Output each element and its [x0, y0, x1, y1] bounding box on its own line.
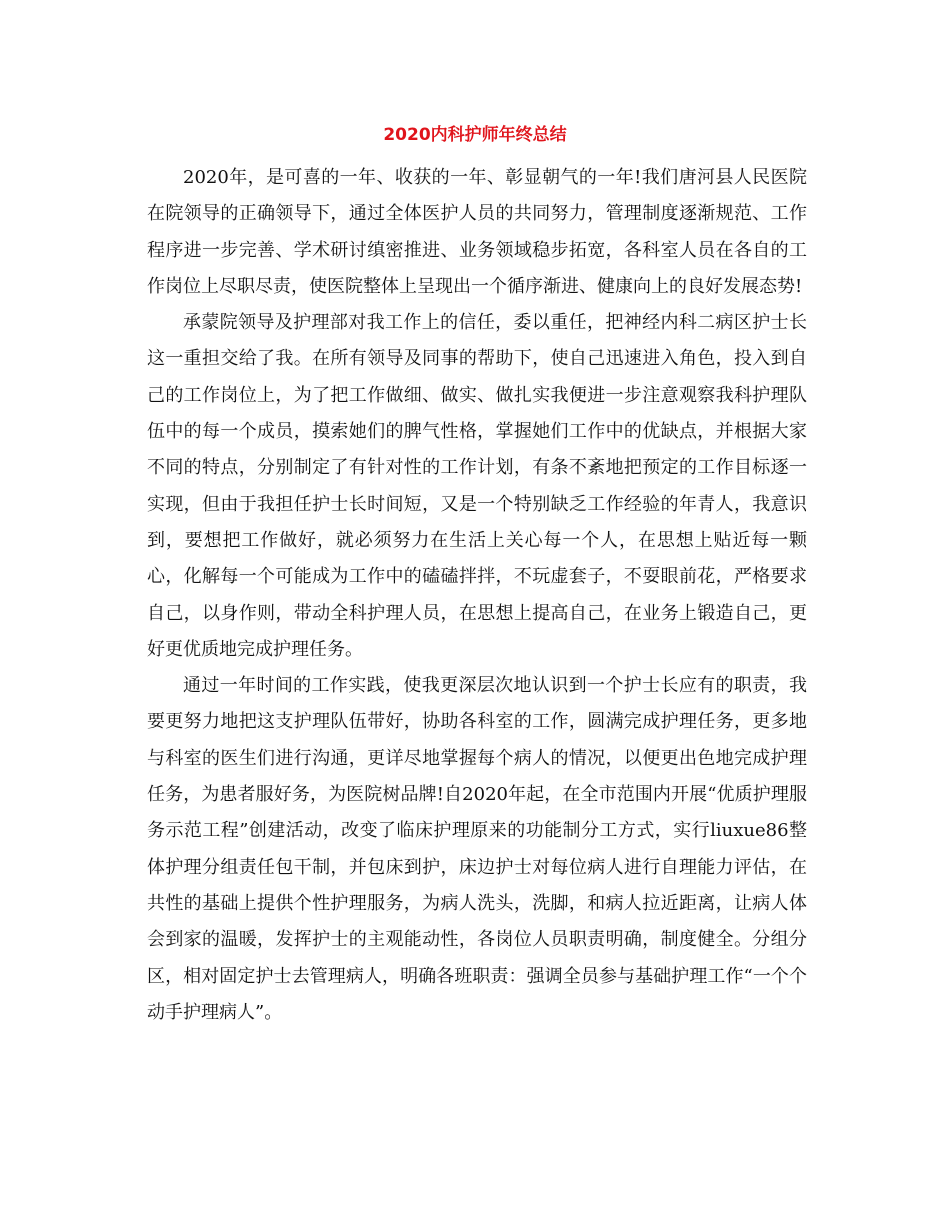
document-title: 2020内科护师年终总结: [383, 125, 567, 145]
paragraph-1: 2020年，是可喜的一年、收获的一年、彰显朝气的一年!我们唐河县人民医院在院领导的正确领导下，通过全体医护人员的共同努力，管理制度逐渐规范、工作程序进一步完善、学术研讨缜密推进、业务领域稳步拓宽，各科室人员在各自的工作岗位上尽职尽责，使医院整体上呈现出一个循序渐进、健康向上的良好发展态势!: [147, 167, 807, 297]
paragraph-2: 承蒙院领导及护理部对我工作上的信任，委以重任，把神经内科二病区护士长这一重担交给了我。在所有领导及同事的帮助下，使自己迅速进入角色，投入到自己的工作岗位上，为了把工作做细、做实、做扎实我便进一步注意观察我科护理队伍中的每一个成员，摸索她们的脾气性格，掌握她们工作中的优缺点，并根据大家不同的特点，分别制定了有针对性的工作计划，有条不紊地把预定的工作目标逐一实现，但由于我担任护士长时间短，又是一个特别缺乏工作经验的年青人，我意识到，要想把工作做好，就必须努力在生活上关心每一个人，在思想上贴近每一颗心，化解每一个可能成为工作中的磕磕拌拌，不玩虚套子，不耍眼前花，严格要求自己，以身作则，带动全科护理人员，在思想上提高自己，在业务上锻造自己，更好更优质地完成护理任务。: [147, 312, 807, 660]
document-body: [147, 160, 807, 1031]
paragraph-3: 通过一年时间的工作实践，使我更深层次地认识到一个护士长应有的职责，我要更努力地把这支护理队伍带好，协助各科室的工作，圆满完成护理任务，更多地与科室的医生们进行沟通，更详尽地掌握每个病人的情况，以便更出色地完成护理任务，为患者服好务，为医院树品牌!自2020年起，在全市范围内开展“优质护理服务示范工程”创建活动，改变了临床护理原来的功能制分工方式，实行liuxue86整体护理分组责任包干制，并包床到护，床边护士对每位病人进行自理能力评估，在共性的基础上提供个性护理服务，为病人洗头，洗脚，和病人拉近距离，让病人体会到家的温暖，发挥护士的主观能动性，各岗位人员职责明确，制度健全。分组分区，相对固定护士去管理病人，明确各班职责：强调全员参与基础护理工作“一个个动手护理病人”。: [147, 675, 807, 1023]
